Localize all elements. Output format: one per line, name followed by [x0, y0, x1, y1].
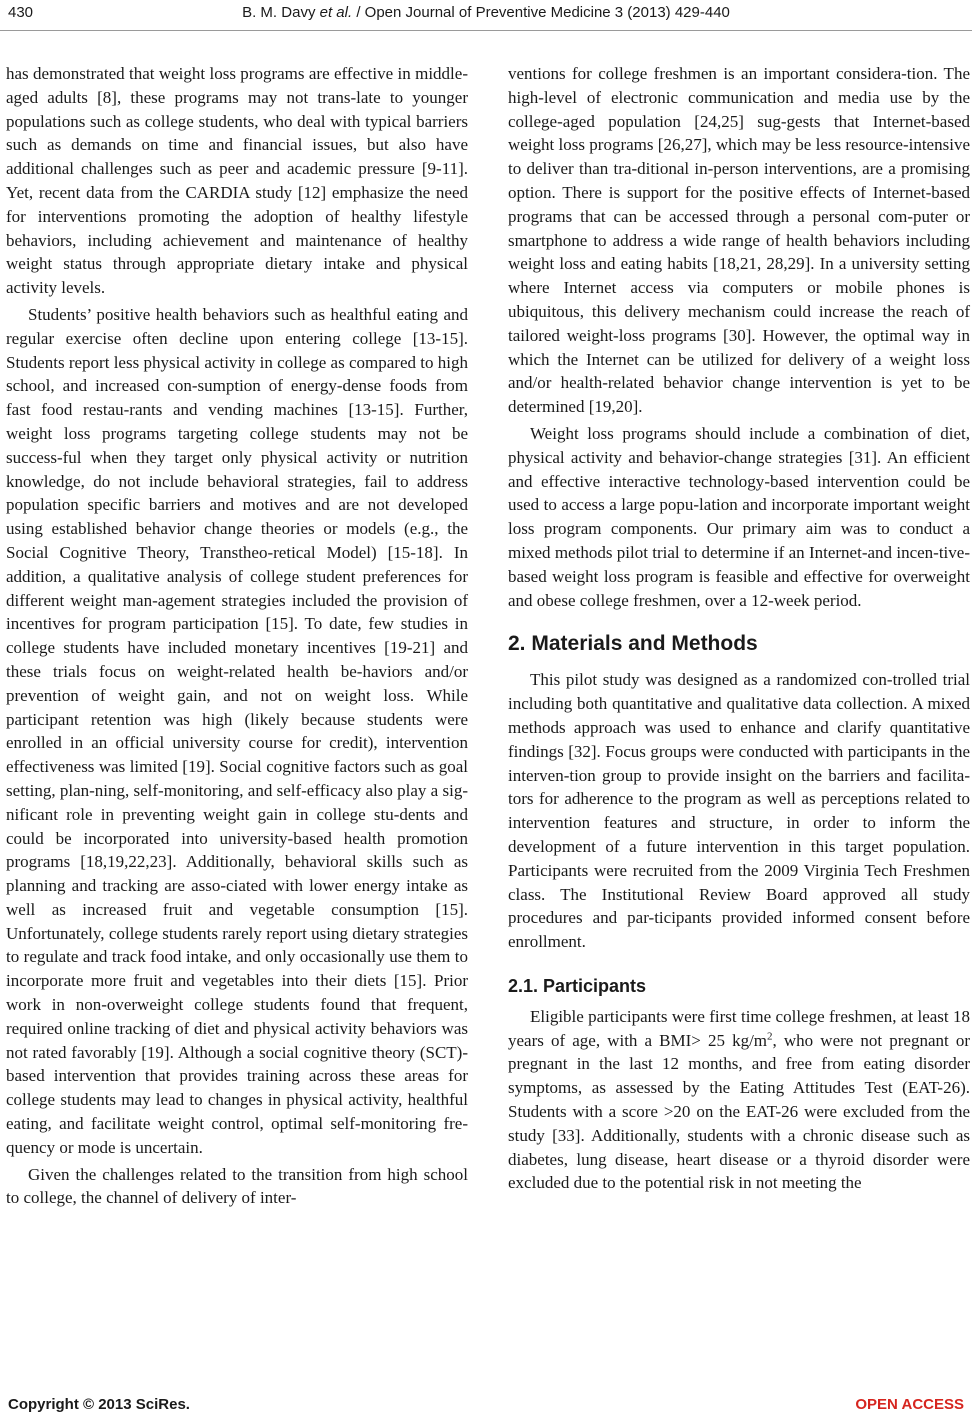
copyright-notice: Copyright © 2013 SciRes.: [8, 1396, 190, 1413]
page-number: 430: [8, 4, 34, 21]
paragraph: Weight loss programs should include a combination of diet, physical activity and behavior-change strategies [31]. An efficient and effective interactive technology-based intervention could be used to access a large popu-lation and incorporate important weight loss program components. Our primary aim was to conduct a mixed methods pilot trial to determine if an Internet-and incen-tive-based weight loss program is feasible and effective for overweight and obese college freshmen, over a 12-week period.: [508, 423, 970, 610]
running-head-et-al: et al.: [319, 4, 353, 21]
page-footer: [0, 1396, 972, 1418]
running-head-authors: B. M. Davy: [242, 4, 316, 21]
paragraph: Students’ positive health behaviors such as healthful eating and regular exercise often decline upon entering college [13-15]. Students report less physical activity in college as compared to high school, and increased con-sumption of energy-dense foods from fast food restau-rants and vending machines [13-15]. Further, weight loss programs targeting college students may not be success-ful when they target only physical activity or nutrition knowledge, do not include behavioral strategies, fail to address population specific barriers and motives and are not developed using established behavior change theories or models (e.g., the Social Cognitive Theory, Transtheo-retical Model) [15-18]. In addition, a qualitative analysis of college student preferences for different weight man-agement strategies included the provision of incentives for program participation [15]. To date, few studies in college students have included monetary incentives [19-21] and these trials focus on weight-related health be-haviors and/or prevention of weight gain, and not on weight loss. While participant retention was high (likely because students were enrolled in an official university course for credit), intervention effectiveness was limited [19]. Social cognitive factors such as goal setting, plan-ning, self-monitoring, and self-efficacy also play a sig-nificant role in preventing weight gain in college stu-dents and could be incorporated into university-based health promotion programs [18,19,22,23]. Additionally, behavioral skills such as planning and tracking are asso-ciated with lower energy intake as well as increased fruit and vegetable consumption [15]. Unfortunately, college students rarely report using dietary strategies to regulate and track food intake, and only occasionally use them to incorporate more fruit and vegetables into their diets [15]. Prior work in non-overweight college students found that frequent, required online tracking of diet and physical activity behaviors was not rated favorably [19]. Although a social cognitive theory (SCT)-based intervention that provides training across these areas for college students may lead to changes in physical activity, healthful eating, and facilitate weight control, optimal self-monitoring fre-quency or mode is uncertain.: [6, 304, 468, 1157]
superscript: 2: [767, 1030, 773, 1043]
paragraph: This pilot study was designed as a randomized con-trolled trial including both quantitative and qualitative data collection. A mixed methods approach was used to enhance and clarify quantitative findings [32]. Focus groups were conducted with participants in the interven-tion group to provide insight on the barriers and facilita-tors for adherence to the program as well as perceptions related to intervention features and structure, in order to inform the development of a future intervention in this target population. Participants were recruited from the 2009 Virginia Tech Freshmen class. The Institutional Review Board approved all study procedures and par-ticipants provided informed consent before enrollment.: [508, 670, 970, 952]
paragraph: Given the challenges related to the transition from high school to college, the channel of delivery of inter-: [6, 1164, 468, 1208]
subsection-heading: 2.1. Participants: [508, 975, 647, 996]
paragraph: [508, 1005, 970, 1195]
page-header: [0, 0, 972, 31]
left-column: [6, 62, 468, 1210]
paragraph-text: Eligible participants were first time college freshmen, at least 18 years of age, with a BMI> 25 kg/m: [508, 1006, 970, 1050]
section-heading: 2. Materials and Methods: [508, 632, 758, 656]
open-access-label: OPEN ACCESS: [855, 1396, 964, 1413]
paragraph: ventions for college freshmen is an important considera-tion. The high-level of electronic communication and media use by the college-aged population [24,25] sug-gests that Internet-based weight loss programs [26,27], which may be less resource-intensive to deliver than tra-ditional in-person interventions, are a promising option. There is support for the positive effects of Internet-based programs that can be accessed through a personal com-puter or smartphone to address a wide range of health behaviors including weight loss and eating habits [18,21, 28,29]. In a university setting where Internet access via computers or mobile phones is ubiquitous, this delivery mechanism could increase the reach of tailored weight-loss programs [30]. However, the optimal way in which the Internet can be utilized for delivery of a weight loss and/or health-related behavior change intervention is yet to be determined [19,20].: [508, 64, 970, 417]
paragraph-text: , who were not pregnant or pregnant in the last 12 months, and free from eating disorder symptoms, as assessed by the Eating Attitudes Test (EAT-26). Students with a score >20 on the EAT-26 were excluded from the study [33]. Additionally, students with a chronic disease such as diabetes, lung disease, heart disease or a thyroid disorder were excluded due to the potential risk in not meeting the: [508, 1030, 970, 1193]
running-head: [0, 4, 972, 21]
right-column: [508, 62, 970, 1195]
running-head-journal: / Open Journal of Preventive Medicine 3 (2013) 429-440: [356, 4, 730, 21]
paragraph: has demonstrated that weight loss programs are effective in middle-aged adults [8], these programs may not trans-late to younger populations such as college students, who deal with typical barriers such as demands on time and financial issues, but also have additional challenges such as peer and academic pressure [9-11]. Yet, recent data from the CARDIA study [12] emphasize the need for interventions promoting the adoption of healthy lifestyle behaviors, including achievement and maintenance of healthy weight status through appropriate dietary intake and physical activity levels.: [6, 64, 468, 298]
